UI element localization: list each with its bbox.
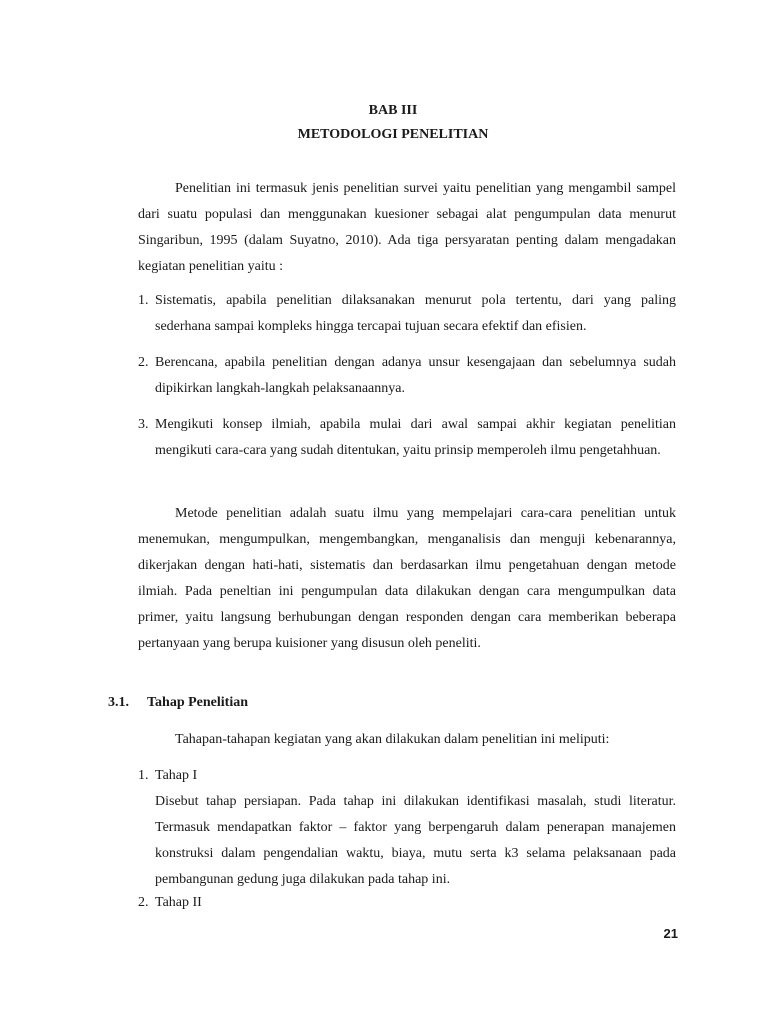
list-text: Sistematis, apabila penelitian dilaksanakan menurut pola tertentu, dari yang paling sederhana sampai kompleks hingga tercapai tujuan secara efektif dan efisien. (155, 293, 676, 334)
section-intro: Tahapan-tahapan kegiatan yang akan dilakukan dalam penelitian ini meliputi: (175, 732, 610, 747)
list-number: 1. (138, 293, 149, 308)
stage-number: 1. (138, 768, 149, 783)
list-item (138, 350, 676, 402)
list-number: 3. (138, 417, 149, 432)
list-text: Berencana, apabila penelitian dengan adanya unsur kesengajaan dan sebelumnya sudah dipikirkan langkah-langkah pelaksanaannya. (155, 355, 676, 396)
stage-description: Disebut tahap persiapan. Pada tahap ini dilakukan identifikasi masalah, studi literatur. Termasuk mendapatkan faktor – faktor yang berpengaruh dalam penerapan manajemen konstruksi dalam pengendalian waktu, biaya, mutu serta k3 selama pelaksanaan pada pembangunan gedung juga dilakukan pada tahap ini. (155, 794, 676, 887)
intro-paragraph: Penelitian ini termasuk jenis penelitian survei yaitu penelitian yang mengambil sampel dari suatu populasi dan menggunakan kuesioner sebagai alat pengumpulan data menurut Singaribun, 1995 (dalam Suyatno, 2010). Ada tiga persyaratan penting dalam mengadakan kegiatan penelitian yaitu : (138, 181, 676, 274)
stage-item (138, 890, 676, 916)
section-title: Tahap Penelitian (147, 695, 249, 710)
stage-title: Tahap II (155, 895, 202, 910)
list-item (138, 288, 676, 340)
stage-item (138, 763, 676, 789)
stage-number: 2. (138, 895, 149, 910)
list-text: Mengikuti konsep ilmiah, apabila mulai dari awal sampai akhir kegiatan penelitian mengikuti cara-cara yang sudah ditentukan, yaitu prinsip memperoleh ilmu pengetahhuan. (155, 417, 676, 458)
section-heading (108, 690, 248, 716)
page-number: 21 (663, 926, 678, 941)
list-number: 2. (138, 355, 149, 370)
stage-title: Tahap I (155, 768, 198, 783)
list-item (138, 412, 676, 464)
chapter-title: METODOLOGI PENELITIAN (297, 127, 489, 142)
section-number: 3.1. (108, 695, 129, 710)
method-paragraph: Metode penelitian adalah suatu ilmu yang mempelajari cara-cara penelitian untuk menemukan, mengumpulkan, mengembangkan, menganalisis dan menguji kebenarannya, dikerjakan dengan hati-hati, sistematis dan berdasarkan ilmu pengetahuan dengan metode ilmiah. Pada peneltian ini pengumpulan data dilakukan dengan cara mengumpulkan data primer, yaitu langsung berhubungan dengan responden dengan cara memberikan beberapa pertanyaan yang berupa kuisioner yang disusun oleh peneliti. (138, 506, 676, 651)
chapter-number: BAB III (368, 103, 418, 118)
